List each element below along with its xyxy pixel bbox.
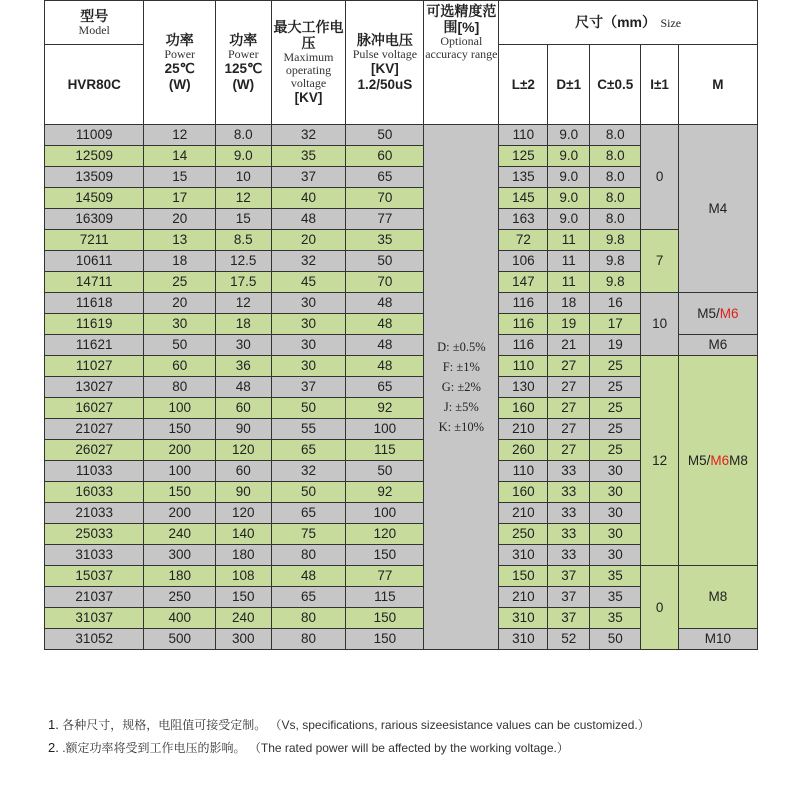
p125-cell: 12: [216, 188, 272, 209]
d-cell: 9.0: [548, 146, 590, 167]
maxv-cell: 80: [271, 629, 346, 650]
d-cell: 21: [548, 335, 590, 356]
p125-cell: 90: [216, 419, 272, 440]
model-cell: 21027: [45, 419, 144, 440]
m-group-cell: [678, 293, 757, 335]
note-2-en: （The rated power will be affected by the working voltage.）: [248, 741, 569, 755]
c-cell: 25: [590, 440, 641, 461]
model-cell: 11009: [45, 125, 144, 146]
i-group-cell: 0: [641, 566, 678, 650]
c-cell: 8.0: [590, 146, 641, 167]
d-cell: 11: [548, 251, 590, 272]
size-header-en: Size: [660, 15, 682, 30]
maxv-cell: 80: [271, 608, 346, 629]
maxv-cell: 80: [271, 545, 346, 566]
d-cell: 37: [548, 587, 590, 608]
l-cell: 160: [499, 398, 548, 419]
model-name-header: [45, 45, 144, 125]
l-cell: 310: [499, 545, 548, 566]
maxv-cell: 30: [271, 335, 346, 356]
note-1-number: 1.: [48, 717, 59, 732]
p125-cell: 180: [216, 545, 272, 566]
pulse-cell: 115: [346, 587, 424, 608]
c-cell: 25: [590, 377, 641, 398]
l-cell: 110: [499, 125, 548, 146]
c-cell: 30: [590, 461, 641, 482]
l-cell: 210: [499, 419, 548, 440]
i-group-cell: 10: [641, 293, 678, 356]
c-cell: 8.0: [590, 167, 641, 188]
pulse-cell: 70: [346, 272, 424, 293]
d-cell: 27: [548, 440, 590, 461]
p125-cell: 120: [216, 440, 272, 461]
c-cell: 8.0: [590, 188, 641, 209]
c-cell: 17: [590, 314, 641, 335]
accuracy-options: [424, 125, 499, 650]
note-2: [48, 739, 569, 756]
pulse-cell: 70: [346, 188, 424, 209]
d-cell: 11: [548, 272, 590, 293]
p25-cell: 60: [144, 356, 216, 377]
p125-cell: 90: [216, 482, 272, 503]
model-cell: 21033: [45, 503, 144, 524]
pulse-cell: 50: [346, 461, 424, 482]
p25-cell: 18: [144, 251, 216, 272]
pulse-voltage-header-wave: 1.2/50uS: [357, 77, 413, 92]
size-header-zh: 尺寸（mm）: [575, 13, 657, 30]
c-cell: 35: [590, 587, 641, 608]
i-header: [641, 45, 678, 125]
p25-cell: 25: [144, 272, 216, 293]
model-cell: 16033: [45, 482, 144, 503]
pulse-cell: 115: [346, 440, 424, 461]
size-header: [499, 1, 758, 45]
l-cell: 310: [499, 608, 548, 629]
l-cell: 106: [499, 251, 548, 272]
l-cell: 110: [499, 461, 548, 482]
d-header-label: D±1: [556, 76, 582, 92]
c-cell: 25: [590, 419, 641, 440]
l-cell: 145: [499, 188, 548, 209]
model-cell: 31033: [45, 545, 144, 566]
p125-cell: 18: [216, 314, 272, 335]
pulse-cell: 92: [346, 398, 424, 419]
accuracy-option: K: ±10%: [438, 420, 485, 434]
p125-cell: 9.0: [216, 146, 272, 167]
l-cell: 135: [499, 167, 548, 188]
model-cell: 11621: [45, 335, 144, 356]
m-group-cell: [678, 629, 757, 650]
model-header-zh: 型号: [80, 8, 109, 24]
pulse-voltage-header-unit: [KV]: [371, 61, 399, 76]
model-name: HVR80C: [67, 76, 121, 92]
p25-cell: 17: [144, 188, 216, 209]
d-cell: 33: [548, 482, 590, 503]
l-cell: 72: [499, 230, 548, 251]
p125-cell: 140: [216, 524, 272, 545]
model-cell: 31037: [45, 608, 144, 629]
note-2-zh: .额定功率将受到工作电压的影响。: [62, 741, 246, 755]
pulse-cell: 65: [346, 377, 424, 398]
model-cell: 13509: [45, 167, 144, 188]
pulse-cell: 48: [346, 335, 424, 356]
p25-cell: 20: [144, 209, 216, 230]
pulse-voltage-header-en: Pulse voltage: [352, 47, 418, 61]
p25-cell: 80: [144, 377, 216, 398]
d-cell: 27: [548, 377, 590, 398]
p125-cell: 108: [216, 566, 272, 587]
model-cell: 16309: [45, 209, 144, 230]
max-voltage-header-unit: [KV]: [294, 90, 323, 105]
table-body: [45, 125, 758, 650]
d-cell: 37: [548, 566, 590, 587]
maxv-cell: 65: [271, 587, 346, 608]
model-cell: 21037: [45, 587, 144, 608]
c-cell: 9.8: [590, 230, 641, 251]
d-cell: 33: [548, 524, 590, 545]
c-cell: 16: [590, 293, 641, 314]
accuracy-option: D: ±0.5%: [437, 340, 486, 354]
p25-cell: 250: [144, 587, 216, 608]
maxv-cell: 32: [271, 125, 346, 146]
p25-cell: 100: [144, 398, 216, 419]
pulse-voltage-header-zh: 脉冲电压: [356, 32, 413, 48]
c-cell: 9.8: [590, 251, 641, 272]
thread-size-text: M8: [729, 452, 748, 468]
power25-header-en: Power: [164, 47, 196, 61]
c-header: [590, 45, 641, 125]
pulse-cell: 48: [346, 293, 424, 314]
model-header-en: Model: [78, 23, 110, 37]
table-row: [45, 356, 758, 377]
c-cell: 30: [590, 503, 641, 524]
maxv-cell: 32: [271, 251, 346, 272]
i-header-label: I±1: [650, 76, 669, 92]
p25-cell: 200: [144, 503, 216, 524]
note-1: [48, 716, 650, 733]
p25-cell: 15: [144, 167, 216, 188]
d-cell: 37: [548, 608, 590, 629]
l-cell: 116: [499, 335, 548, 356]
power25-header-temp: 25℃: [164, 61, 195, 76]
pulse-cell: 35: [346, 230, 424, 251]
c-cell: 8.0: [590, 125, 641, 146]
l-header: [499, 45, 548, 125]
power125-header-zh: 功率: [229, 32, 258, 48]
p25-cell: 300: [144, 545, 216, 566]
m-group-cell: [678, 566, 757, 629]
model-cell: 11033: [45, 461, 144, 482]
c-cell: 35: [590, 566, 641, 587]
table-row: [45, 293, 758, 314]
c-header-label: C±0.5: [597, 76, 634, 92]
model-cell: 10611: [45, 251, 144, 272]
table-row: [45, 566, 758, 587]
max-voltage-header: [271, 1, 346, 125]
d-cell: 9.0: [548, 125, 590, 146]
m-group-cell: [678, 125, 757, 293]
maxv-cell: 20: [271, 230, 346, 251]
d-cell: 33: [548, 545, 590, 566]
m-header: [678, 45, 757, 125]
p125-cell: 120: [216, 503, 272, 524]
maxv-cell: 30: [271, 293, 346, 314]
p125-cell: 8.0: [216, 125, 272, 146]
thread-size-text: M6: [708, 337, 728, 352]
l-cell: 210: [499, 503, 548, 524]
p25-cell: 14: [144, 146, 216, 167]
c-cell: 25: [590, 356, 641, 377]
accuracy-option: G: ±2%: [441, 380, 481, 394]
accuracy-header: [424, 1, 499, 125]
maxv-cell: 50: [271, 482, 346, 503]
power125-header-temp: 125℃: [224, 61, 263, 76]
model-cell: 14509: [45, 188, 144, 209]
p25-cell: 12: [144, 125, 216, 146]
thread-size-highlight: M6: [710, 452, 730, 468]
model-cell: 16027: [45, 398, 144, 419]
i-group-cell: 12: [641, 356, 678, 566]
p25-cell: 30: [144, 314, 216, 335]
power25-header: [144, 1, 216, 125]
model-cell: 11619: [45, 314, 144, 335]
d-cell: 9.0: [548, 188, 590, 209]
maxv-cell: 32: [271, 461, 346, 482]
l-cell: 130: [499, 377, 548, 398]
maxv-cell: 30: [271, 356, 346, 377]
p125-cell: 17.5: [216, 272, 272, 293]
p25-cell: 240: [144, 524, 216, 545]
power125-header: [216, 1, 272, 125]
pulse-cell: 100: [346, 419, 424, 440]
table-row: [45, 125, 758, 146]
p25-cell: 20: [144, 293, 216, 314]
pulse-cell: 50: [346, 125, 424, 146]
c-cell: 25: [590, 398, 641, 419]
d-cell: 11: [548, 230, 590, 251]
l-cell: 250: [499, 524, 548, 545]
p25-cell: 150: [144, 482, 216, 503]
model-cell: 14711: [45, 272, 144, 293]
p125-cell: 60: [216, 461, 272, 482]
model-cell: 15037: [45, 566, 144, 587]
model-cell: 26027: [45, 440, 144, 461]
maxv-cell: 48: [271, 566, 346, 587]
d-cell: 9.0: [548, 209, 590, 230]
maxv-cell: 35: [271, 146, 346, 167]
p125-cell: 15: [216, 209, 272, 230]
p125-cell: 30: [216, 335, 272, 356]
model-cell: 11027: [45, 356, 144, 377]
p25-cell: 180: [144, 566, 216, 587]
thread-size-text: M10: [704, 631, 732, 646]
d-cell: 9.0: [548, 167, 590, 188]
l-cell: 163: [499, 209, 548, 230]
power125-header-en: Power: [227, 47, 259, 61]
d-cell: 52: [548, 629, 590, 650]
maxv-cell: 65: [271, 440, 346, 461]
m-header-label: M: [712, 76, 724, 92]
l-cell: 150: [499, 566, 548, 587]
model-cell: 31052: [45, 629, 144, 650]
model-cell: 13027: [45, 377, 144, 398]
maxv-cell: 37: [271, 167, 346, 188]
p25-cell: 500: [144, 629, 216, 650]
max-voltage-header-zh: 最大工作电压: [273, 19, 344, 51]
accuracy-option: F: ±1%: [442, 360, 480, 374]
model-header: [45, 1, 144, 45]
l-cell: 116: [499, 314, 548, 335]
p25-cell: 200: [144, 440, 216, 461]
d-header: [548, 45, 590, 125]
pulse-cell: 120: [346, 524, 424, 545]
max-voltage-header-en: Maximum operating voltage: [283, 50, 334, 90]
p125-cell: 8.5: [216, 230, 272, 251]
d-cell: 19: [548, 314, 590, 335]
note-1-zh: 各种尺寸，规格，电阻值可接受定制。: [62, 718, 267, 732]
pulse-cell: 48: [346, 356, 424, 377]
maxv-cell: 40: [271, 188, 346, 209]
l-header-label: L±2: [511, 76, 535, 92]
table-row: [45, 230, 758, 251]
c-cell: 30: [590, 482, 641, 503]
pulse-cell: 150: [346, 608, 424, 629]
m-group-cell: [678, 356, 757, 566]
d-cell: 27: [548, 419, 590, 440]
p25-cell: 100: [144, 461, 216, 482]
pulse-cell: 92: [346, 482, 424, 503]
model-cell: 25033: [45, 524, 144, 545]
accuracy-header-zh: 可选精度范围[%]: [426, 3, 497, 35]
l-cell: 125: [499, 146, 548, 167]
p125-cell: 240: [216, 608, 272, 629]
maxv-cell: 45: [271, 272, 346, 293]
c-cell: 9.8: [590, 272, 641, 293]
l-cell: 160: [499, 482, 548, 503]
maxv-cell: 30: [271, 314, 346, 335]
pulse-cell: 77: [346, 566, 424, 587]
pulse-cell: 48: [346, 314, 424, 335]
model-cell: 7211: [45, 230, 144, 251]
p125-cell: 10: [216, 167, 272, 188]
note-2-number: 2.: [48, 740, 59, 755]
c-cell: 35: [590, 608, 641, 629]
maxv-cell: 55: [271, 419, 346, 440]
pulse-cell: 77: [346, 209, 424, 230]
i-group-cell: 0: [641, 125, 678, 230]
d-cell: 18: [548, 293, 590, 314]
accuracy-header-en: Optional accuracy range: [425, 34, 498, 61]
pulse-cell: 100: [346, 503, 424, 524]
p25-cell: 50: [144, 335, 216, 356]
p125-cell: 12: [216, 293, 272, 314]
note-1-en: （Vs, specifications, rarious sizeesistance values can be customized.）: [269, 718, 650, 732]
c-cell: 30: [590, 524, 641, 545]
p25-cell: 13: [144, 230, 216, 251]
power25-header-unit: (W): [168, 77, 191, 92]
l-cell: 147: [499, 272, 548, 293]
pulse-cell: 65: [346, 167, 424, 188]
pulse-cell: 60: [346, 146, 424, 167]
power125-header-unit: (W): [232, 77, 255, 92]
c-cell: 30: [590, 545, 641, 566]
d-cell: 27: [548, 356, 590, 377]
thread-size-text: M4: [708, 200, 728, 216]
p125-cell: 300: [216, 629, 272, 650]
accuracy-option: J: ±5%: [443, 400, 479, 414]
thread-size-highlight: M6: [719, 305, 739, 321]
d-cell: 33: [548, 461, 590, 482]
p125-cell: 48: [216, 377, 272, 398]
c-cell: 8.0: [590, 209, 641, 230]
l-cell: 116: [499, 293, 548, 314]
pulse-voltage-header: [346, 1, 424, 125]
c-cell: 19: [590, 335, 641, 356]
p25-cell: 150: [144, 419, 216, 440]
p125-cell: 12.5: [216, 251, 272, 272]
spec-table: [44, 0, 758, 650]
l-cell: 110: [499, 356, 548, 377]
m-group-cell: [678, 335, 757, 356]
p125-cell: 150: [216, 587, 272, 608]
l-cell: 260: [499, 440, 548, 461]
c-cell: 50: [590, 629, 641, 650]
thread-size-text: M8: [708, 589, 728, 604]
maxv-cell: 65: [271, 503, 346, 524]
p125-cell: 36: [216, 356, 272, 377]
thread-size-text: M5/: [687, 452, 711, 468]
maxv-cell: 50: [271, 398, 346, 419]
pulse-cell: 50: [346, 251, 424, 272]
l-cell: 310: [499, 629, 548, 650]
pulse-cell: 150: [346, 629, 424, 650]
l-cell: 210: [499, 587, 548, 608]
maxv-cell: 37: [271, 377, 346, 398]
thread-size-text: M5/: [697, 305, 720, 321]
d-cell: 27: [548, 398, 590, 419]
maxv-cell: 48: [271, 209, 346, 230]
maxv-cell: 75: [271, 524, 346, 545]
model-cell: 11618: [45, 293, 144, 314]
model-cell: 12509: [45, 146, 144, 167]
p125-cell: 60: [216, 398, 272, 419]
p25-cell: 400: [144, 608, 216, 629]
power25-header-zh: 功率: [165, 32, 194, 48]
i-group-cell: 7: [641, 230, 678, 293]
pulse-cell: 150: [346, 545, 424, 566]
d-cell: 33: [548, 503, 590, 524]
